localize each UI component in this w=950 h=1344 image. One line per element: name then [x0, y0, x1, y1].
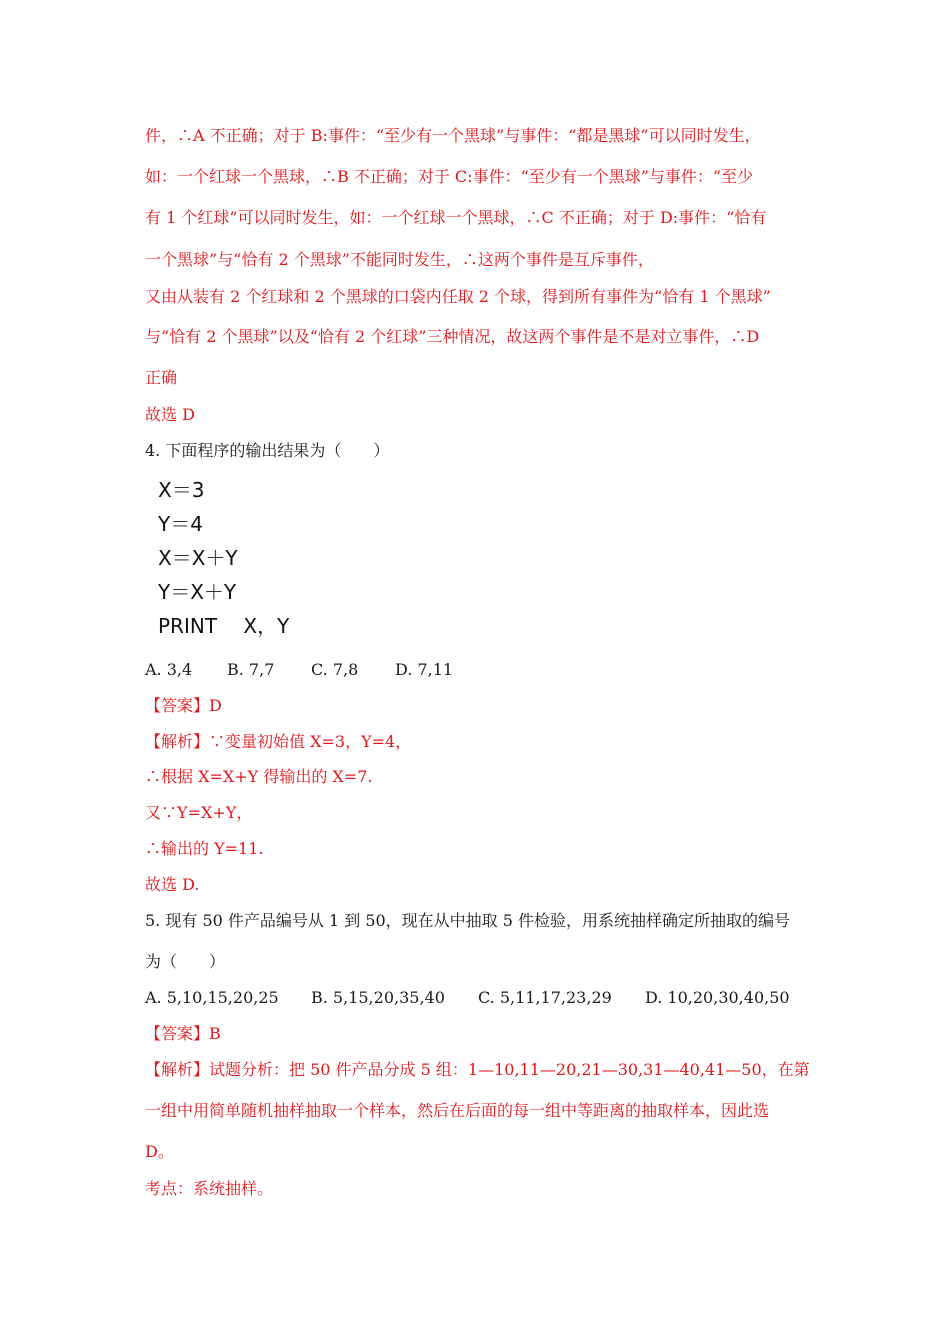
analysis-line: 正确 — [145, 368, 178, 387]
analysis-line: ∴根据 X=X+Y 得输出的 X=7. — [145, 767, 373, 786]
question-5-options — [145, 988, 790, 1008]
question-5: 5. 现有 50 件产品编号从 1 到 50，现在从中抽取 5 件检验，用系统抽样确定所抽取的编号 — [145, 911, 791, 930]
analysis-conclusion: 故选 D — [145, 405, 195, 424]
option-b: B. 7,7 — [227, 660, 275, 679]
analysis-tag: 【解析】 — [145, 732, 210, 751]
analysis-line: 又∵Y=X+Y， — [145, 803, 253, 822]
analysis-line — [145, 1060, 810, 1080]
answer-line — [145, 696, 222, 716]
analysis-text: 试题分析：把 50 件产品分成 5 组：1—10,11—20,21—30,31—40,41—50，在第 — [209, 1060, 810, 1079]
option-b: B. 5,15,20,35,40 — [311, 988, 445, 1007]
analysis-line: 有 1 个红球”可以同时发生，如：一个红球一个黑球，∴C 不正确；对于 D:事件：“恰有 — [145, 208, 767, 227]
kaodian-line: 考点：系统抽样。 — [145, 1179, 274, 1198]
option-d: D. 7,11 — [395, 660, 454, 679]
analysis-line: 与“恰有 2 个黑球”以及“恰有 2 个红球”三种情况，故这两个事件是不是对立事件，∴D — [145, 327, 760, 346]
option-d: D. 10,20,30,40,50 — [645, 988, 790, 1007]
code-line: Y＝X＋Y — [158, 580, 237, 604]
program-code-image — [150, 478, 350, 648]
option-c: C. 7,8 — [311, 660, 359, 679]
code-line: X＝3 — [158, 478, 205, 502]
option-a: A. 5,10,15,20,25 — [145, 988, 279, 1007]
analysis-line: 一组中用简单随机抽样抽取一个样本，然后在后面的每一组中等距离的抽取样本，因此选 — [145, 1101, 770, 1120]
analysis-line: 如：一个红球一个黑球，∴B 不正确；对于 C:事件：“至少有一个黑球”与事件：“至少 — [145, 167, 754, 186]
analysis-conclusion: 故选 D. — [145, 875, 200, 894]
analysis-line: 件，∴A 不正确；对于 B:事件：“至少有一个黑球”与事件：“都是黑球”可以同时发生， — [145, 126, 761, 145]
analysis-tag: 【解析】 — [145, 1060, 210, 1079]
analysis-line — [145, 732, 411, 752]
code-line: Y＝4 — [158, 512, 203, 536]
analysis-line: ∴输出的 Y=11. — [145, 839, 264, 858]
answer-tag: 【答案】 — [145, 696, 210, 715]
answer-value: B — [209, 1024, 221, 1043]
analysis-line: D。 — [145, 1142, 174, 1161]
answer-line — [145, 1024, 221, 1044]
answer-tag: 【答案】 — [145, 1024, 210, 1043]
option-a: A. 3,4 — [145, 660, 193, 679]
question-4: 4. 下面程序的输出结果为（ ） — [145, 441, 390, 460]
analysis-line: 又由从装有 2 个红球和 2 个黑球的口袋内任取 2 个球，得到所有事件为“恰有 1 个黑球” — [145, 287, 771, 306]
analysis-text: ∵变量初始值 X=3，Y=4， — [209, 732, 412, 751]
question-5-cont: 为（ ） — [145, 952, 226, 971]
question-4-options — [145, 660, 453, 680]
code-line: X＝X＋Y — [158, 546, 238, 570]
analysis-line: 一个黑球”与“恰有 2 个黑球”不能同时发生，∴这两个事件是互斥事件， — [145, 250, 654, 269]
answer-value: D — [209, 696, 222, 715]
option-c: C. 5,11,17,23,29 — [478, 988, 612, 1007]
code-line: PRINT X，Y — [158, 614, 290, 638]
